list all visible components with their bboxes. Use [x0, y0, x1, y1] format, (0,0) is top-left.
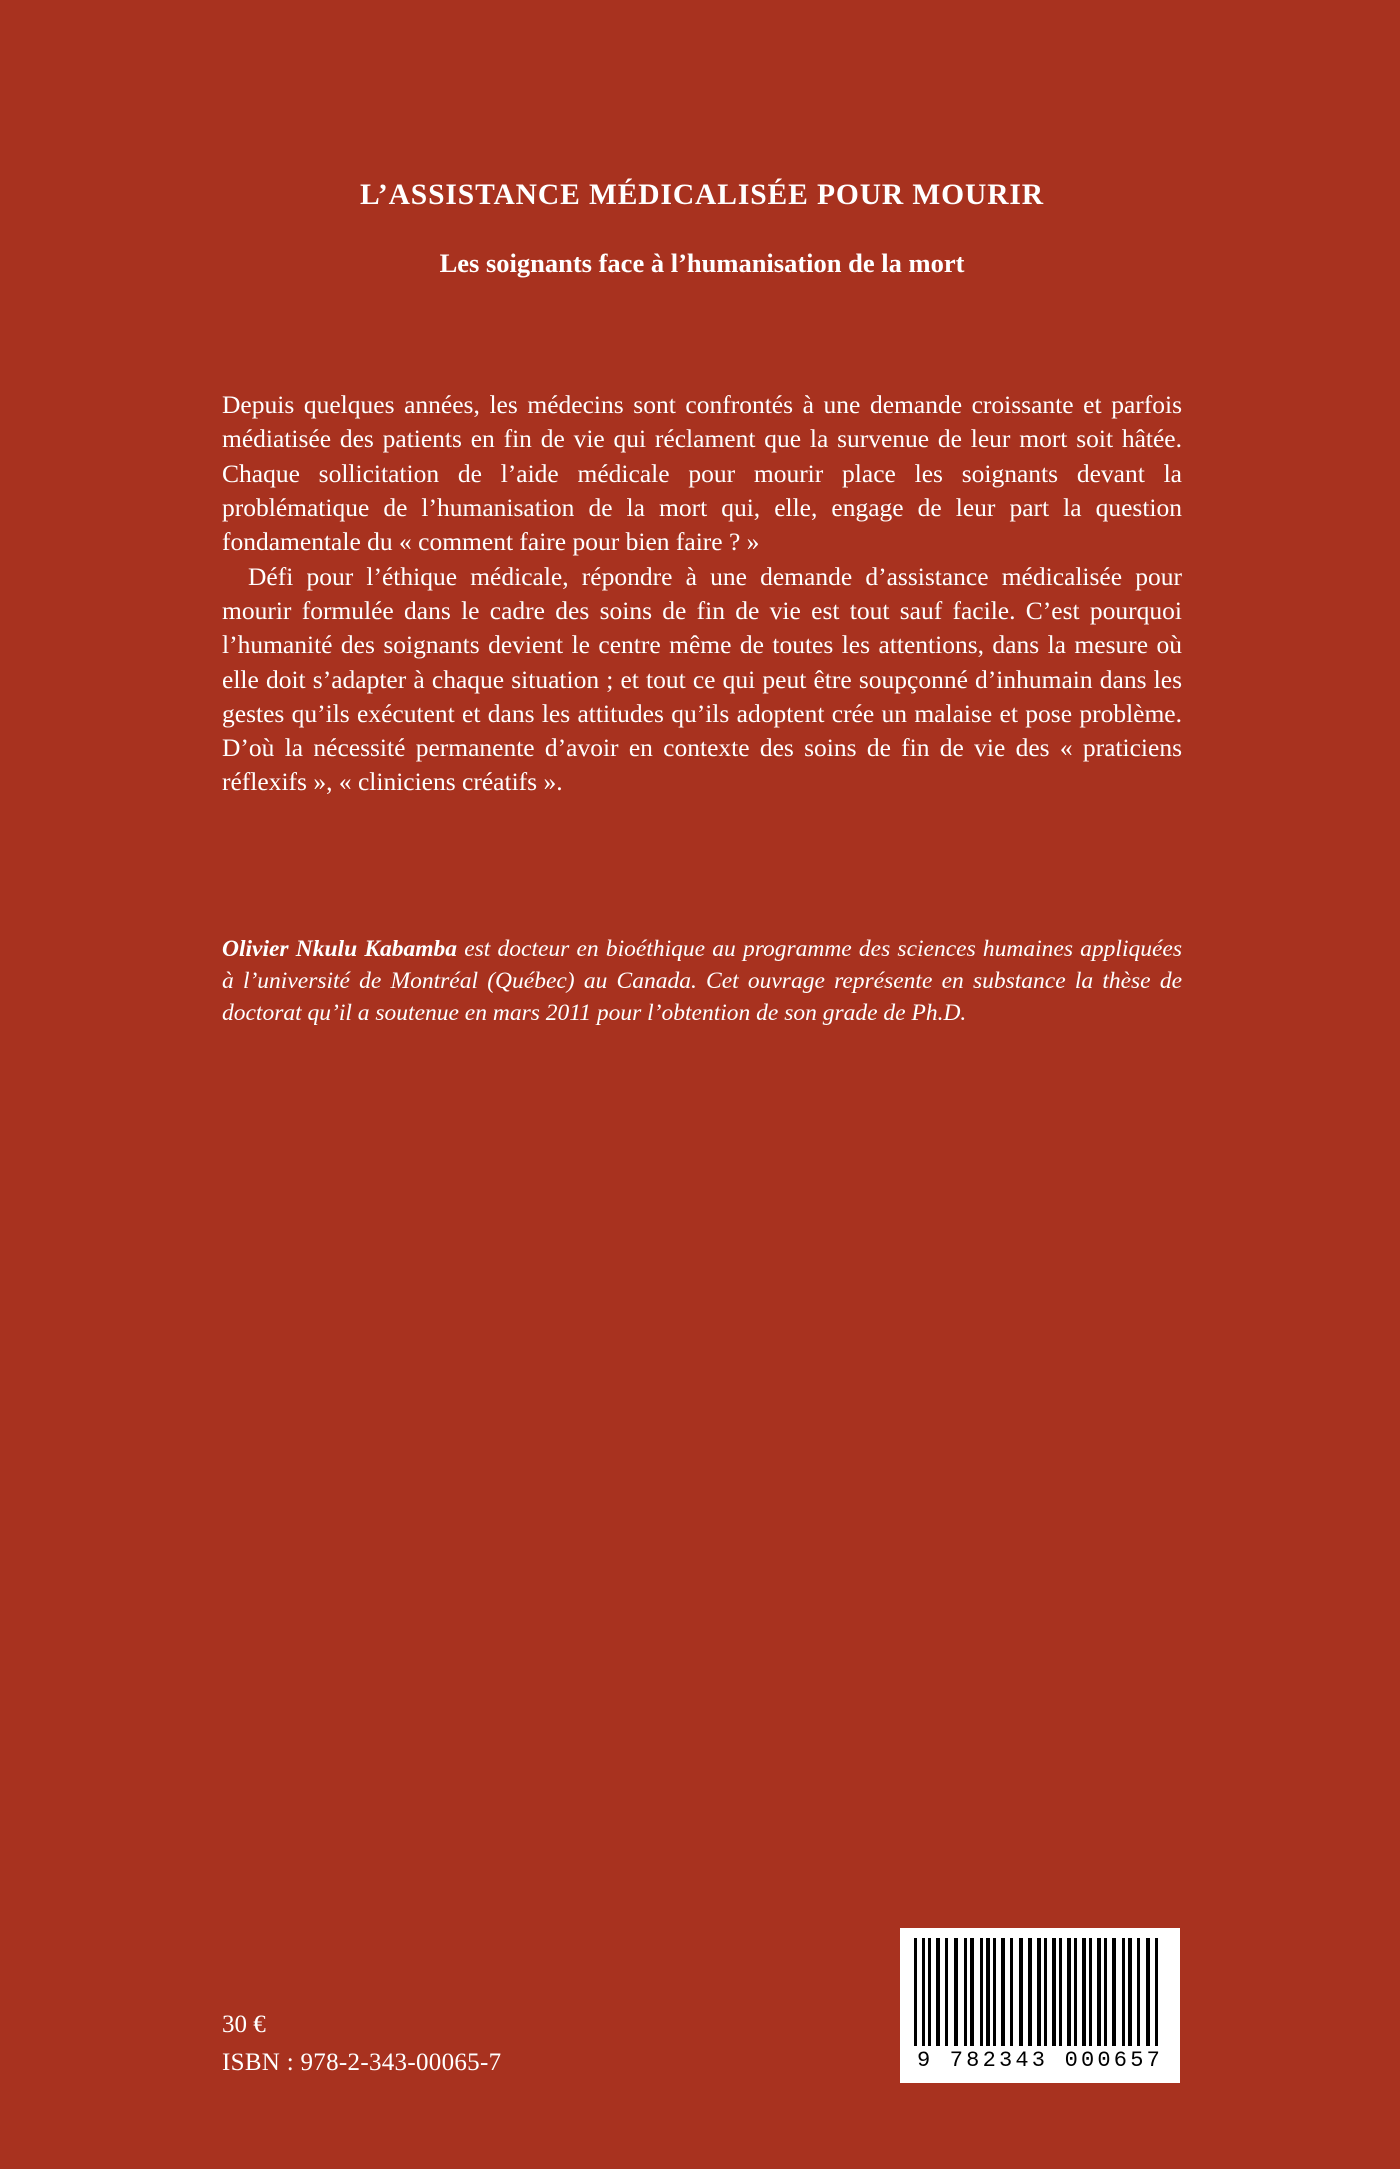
cover-content [222, 0, 1182, 1030]
price-label: 30 € [222, 2011, 266, 2038]
barcode-bars [914, 1938, 1166, 2046]
author-bio [222, 800, 1182, 1030]
book-subtitle: Les soignants face à l’humanisation de la mort [439, 248, 965, 279]
blurb-paragraph-2: Défi pour l’éthique médicale, répondre à une demande d’assistance médicalisée pour mourir formulée dans le cadre des soins de fin de vie est tout sauf facile. C’est pourquoi l’humanité des soignants devient le centre même de toutes les attentions, dans la mesure où elle doit s’adapter à chaque situation ; et tout ce qui peut être soupçonné d’inhumain dans les gestes qu’ils exécutent et dans les attitudes qu’ils adoptent crée un malaise et pose problème. D’où la nécessité permanente d’avoir en contexte des soins de fin de vie des « praticiens réflexifs », « cliniciens créatifs ». [222, 561, 1182, 797]
blurb-text [222, 280, 1182, 800]
book-title: L’ASSISTANCE MÉDICALISÉE POUR MOURIR [360, 179, 1044, 211]
author-name: Olivier Nkulu Kabamba [222, 935, 458, 962]
author-bio-text: est docteur en bioéthique au programme des sciences humaines appliquées à l’université de Montréal (Québec) au Canada. Cet ouvrage représente en substance la thèse de doctorat qu’il a soutenue en mars 2011 pour l’obtention de son grade de Ph.D. [222, 935, 1182, 1026]
isbn-label: ISBN : 978-2-343-00065-7 [222, 2048, 502, 2076]
barcode [900, 1928, 1180, 2083]
blurb-paragraph-1: Depuis quelques années, les médecins sont confrontés à une demande croissante et parfois médiatisée des patients en fin de vie qui réclament que la survenue de leur mort soit hâtée. Chaque sollicitation de l’aide médicale pour mourir place les soignants devant la problématique de l’humanisation de la mort qui, elle, engage de leur part la question fondamentale du « comment faire pour bien faire ? » [222, 390, 1182, 557]
barcode-digits: 9 782343 000657 [916, 2048, 1164, 2073]
title-block [222, 0, 1182, 280]
